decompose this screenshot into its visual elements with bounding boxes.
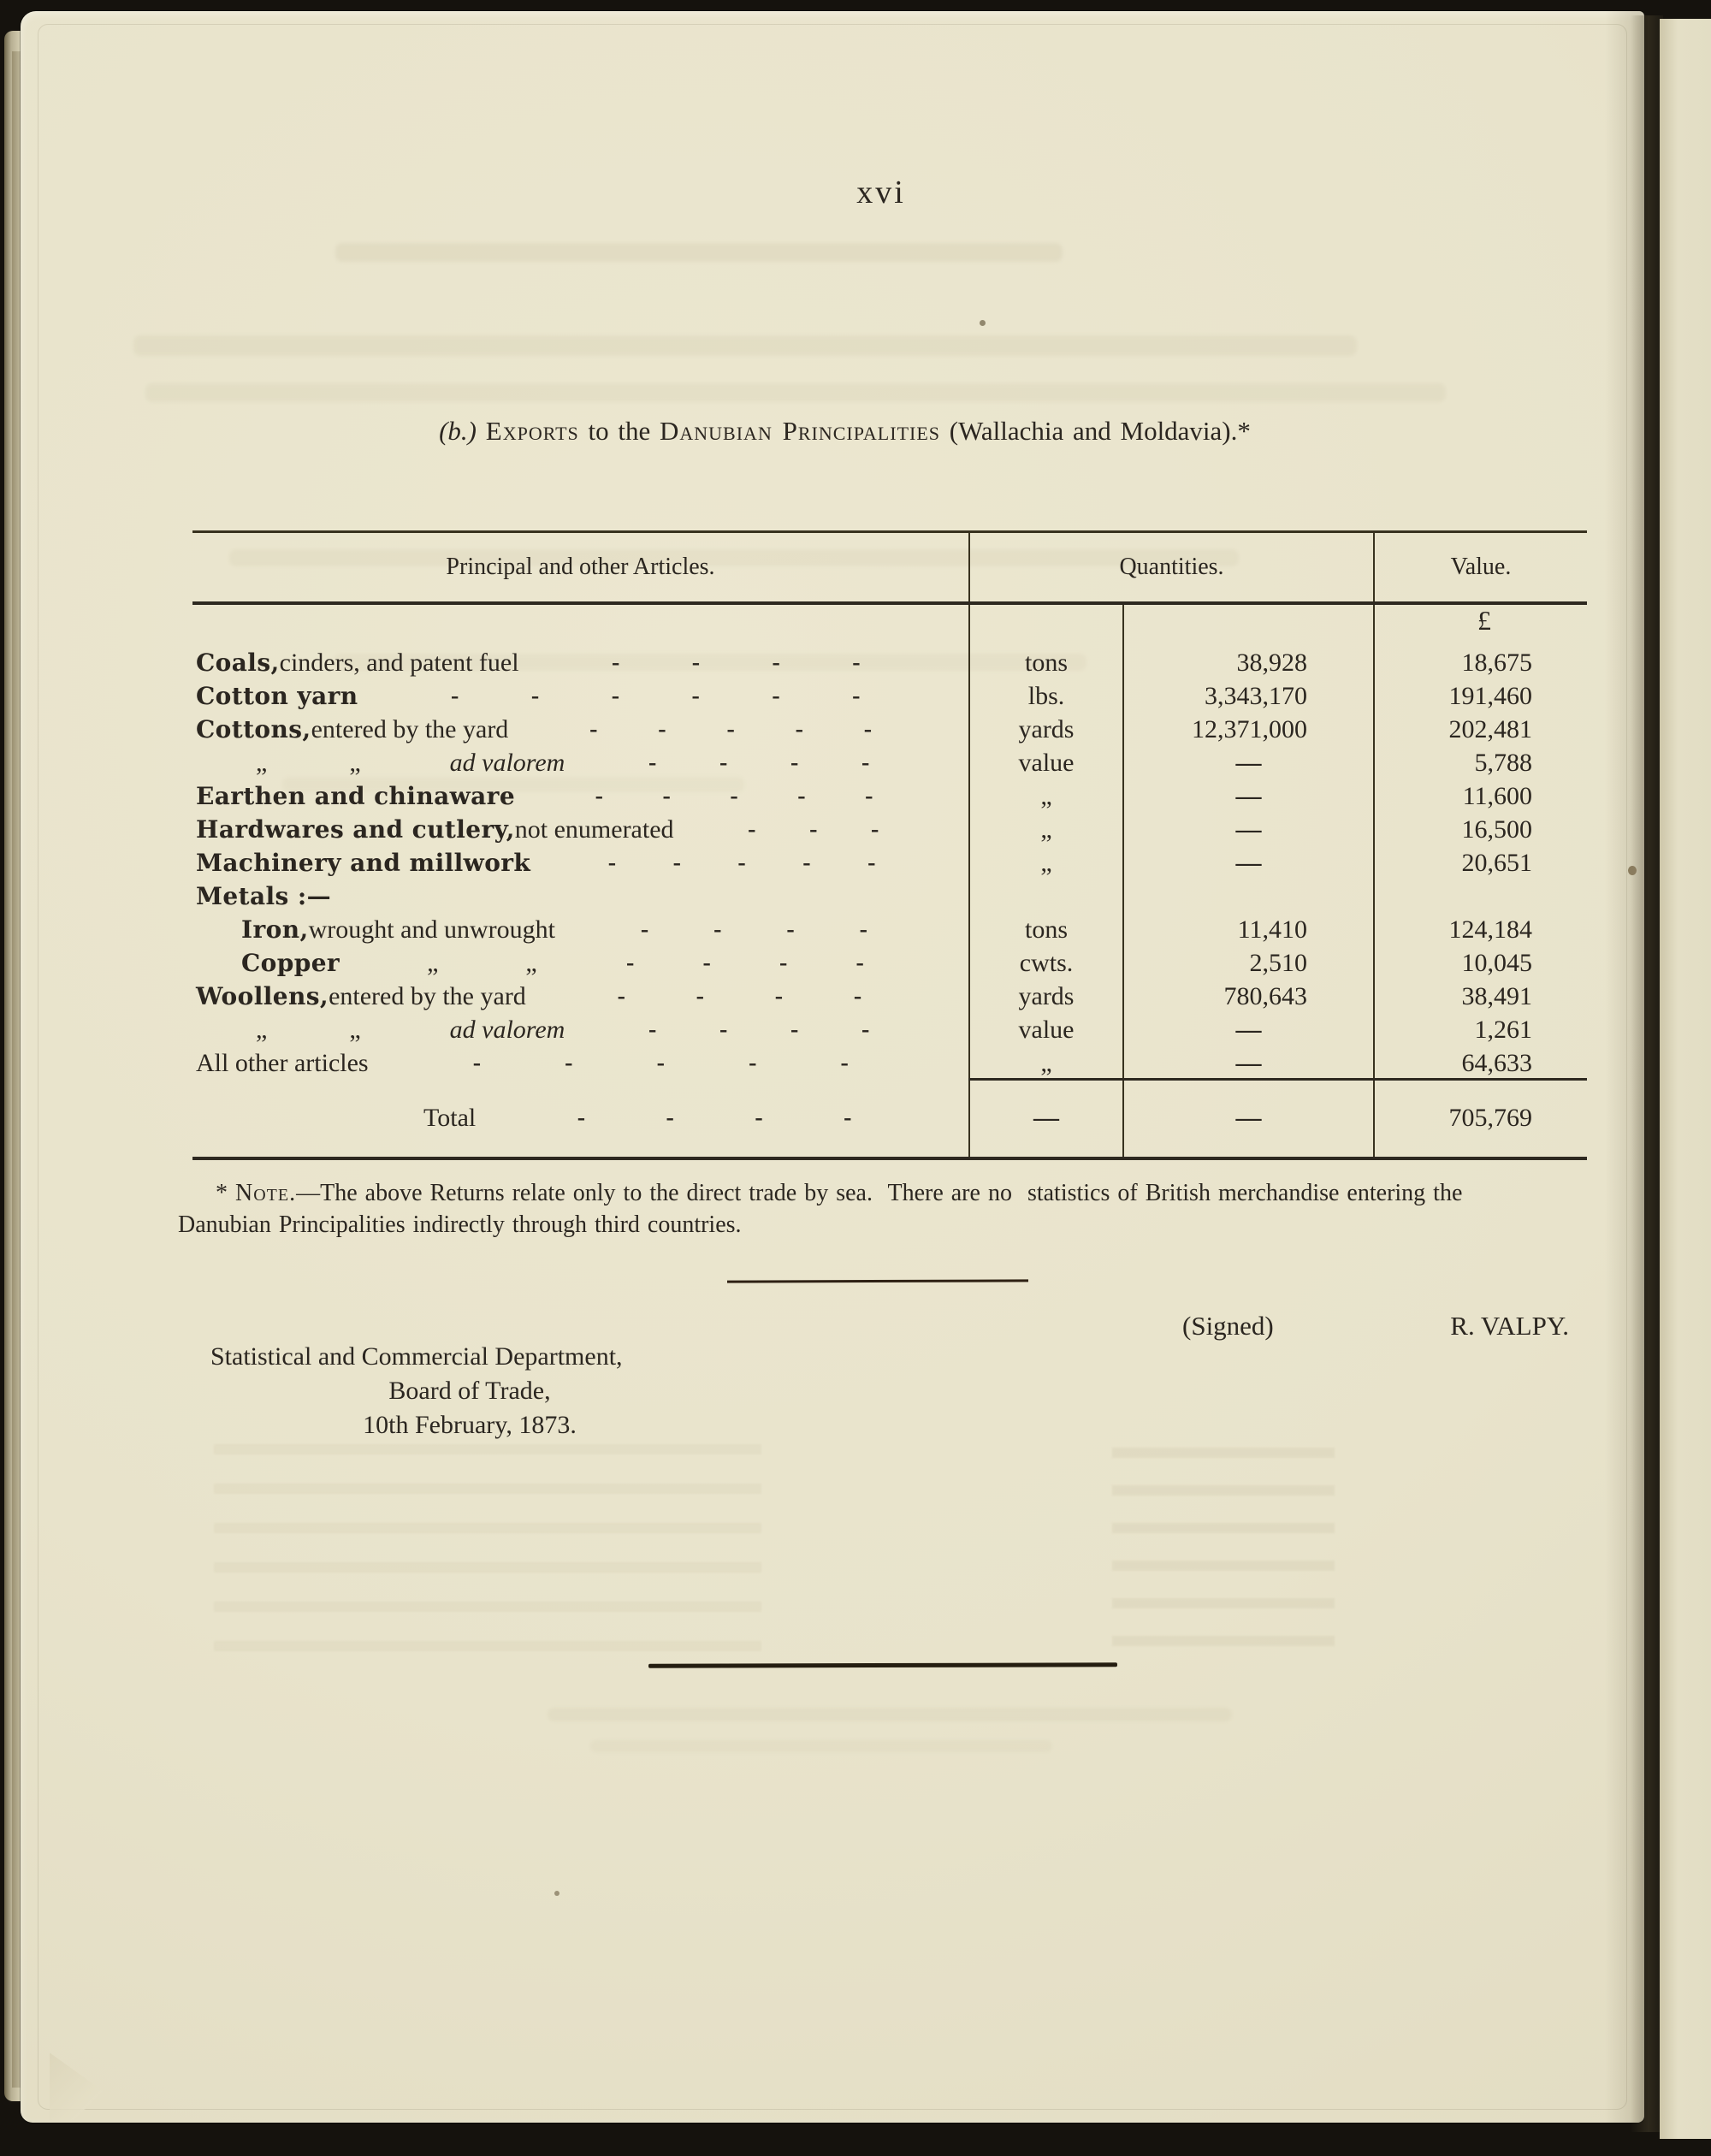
article-text: „: [349, 1015, 361, 1044]
department-block: [210, 1340, 729, 1442]
footnote-rule: [727, 1279, 1028, 1282]
dash-leaders: [496, 1105, 932, 1132]
dash-leaders: [389, 1050, 932, 1077]
leader-dash: -: [790, 749, 799, 776]
leader-dash: -: [595, 782, 603, 809]
leader-dash: -: [589, 715, 598, 743]
article-cell: [192, 779, 968, 813]
table-header-row: [192, 533, 1587, 605]
quantity-cell: 38,928: [1122, 646, 1373, 679]
value-cell: 20,651: [1373, 846, 1587, 880]
signed-label: (Signed): [1182, 1311, 1274, 1341]
leader-dash: -: [749, 1049, 757, 1076]
leader-dash: -: [737, 849, 746, 876]
date-line: 10th February, 1873.: [363, 1411, 577, 1439]
unit-cell: tons: [968, 646, 1122, 679]
leader-dash: -: [472, 1049, 482, 1076]
leader-dash: -: [861, 749, 870, 776]
value-cell: 10,045: [1373, 946, 1587, 980]
leader-dash: -: [611, 649, 620, 676]
value-cell: 64,633: [1373, 1046, 1587, 1080]
dash-leaders: [540, 649, 932, 677]
article-text: All other articles: [196, 1048, 369, 1077]
quantity-cell: —: [1122, 813, 1373, 846]
leader-dash: -: [852, 682, 861, 709]
article-cell: [192, 846, 968, 880]
leader-dash: -: [702, 949, 711, 976]
unit-cell: „: [968, 779, 1122, 813]
article-text: entered by the yard: [311, 714, 509, 743]
article-cell: [192, 980, 968, 1013]
total-unit-cell: —: [968, 1080, 1122, 1157]
total-value-cell: 705,769: [1373, 1080, 1587, 1157]
dash-leaders: [585, 1016, 932, 1044]
total-row: [192, 1080, 1587, 1157]
unit-cell: „: [968, 813, 1122, 846]
table-row: [192, 813, 1587, 846]
article-text: Machinery and millwork: [196, 849, 531, 877]
quantity-cell: —: [1122, 779, 1373, 813]
article-text: Cotton yarn: [196, 682, 358, 710]
quantity-cell: —: [1122, 1046, 1373, 1080]
article-text: „: [525, 948, 537, 977]
leader-dash: -: [755, 1105, 763, 1131]
leader-dash: -: [625, 949, 635, 976]
closing-rule: [648, 1662, 1117, 1667]
leader-dash: -: [786, 915, 795, 943]
dash-leaders: [695, 816, 932, 844]
table-row: [192, 713, 1587, 746]
leader-dash: -: [648, 1016, 657, 1043]
quantity-cell: 11,410: [1122, 913, 1373, 946]
table-row: [192, 746, 1587, 779]
table-row: [192, 779, 1587, 813]
quantity-cell: —: [1122, 746, 1373, 779]
quantity-cell: 780,643: [1122, 980, 1373, 1013]
leader-dash: -: [617, 982, 625, 1010]
dash-leaders: [536, 783, 932, 810]
article-cell: [192, 646, 968, 679]
table-row: [192, 646, 1587, 679]
leader-dash: -: [640, 915, 649, 943]
header-value: Value.: [1373, 533, 1587, 601]
article-text: „: [256, 748, 268, 777]
department-line: Statistical and Commercial Department,: [210, 1342, 623, 1371]
leader-dash: -: [648, 749, 657, 776]
leader-dash: -: [451, 682, 459, 709]
footnote-line2: Danubian Principalities indirectly through third countries.: [178, 1211, 742, 1238]
table-row: [192, 880, 1587, 913]
table-row: [192, 679, 1587, 713]
leader-dash: -: [859, 915, 867, 943]
article-text: Cottons,: [196, 715, 311, 743]
article-cell: [192, 1046, 968, 1080]
value-cell: 5,788: [1373, 746, 1587, 779]
title-mid: to the: [588, 416, 651, 446]
unit-cell: yards: [968, 980, 1122, 1013]
article-text: Coals,: [196, 649, 280, 677]
article-text: Woollens,: [196, 982, 329, 1010]
leader-dash: -: [772, 682, 780, 709]
leader-dash: -: [696, 982, 704, 1010]
currency-symbol: £: [1373, 605, 1587, 646]
leader-dash: -: [748, 815, 756, 843]
article-text: „: [349, 748, 361, 777]
article-cell: [192, 679, 968, 713]
leader-dash: -: [662, 782, 671, 809]
leader-dash: -: [863, 715, 873, 743]
article-cell: [192, 880, 968, 913]
article-text: Hardwares and cutlery,: [196, 815, 515, 844]
table-row: [192, 846, 1587, 880]
leader-dash: -: [852, 649, 861, 676]
header-articles: Principal and other Articles.: [446, 554, 715, 580]
leader-dash: -: [795, 715, 803, 743]
article-cell: [192, 1013, 968, 1046]
dash-leaders: [585, 749, 932, 777]
table-row: [192, 980, 1587, 1013]
footnote-label: Note.: [235, 1180, 297, 1206]
leader-dash: -: [871, 815, 879, 843]
unit-cell: „: [968, 846, 1122, 880]
value-cell: 38,491: [1373, 980, 1587, 1013]
article-text: cinders, and patent fuel: [279, 648, 519, 677]
value-cell: 202,481: [1373, 713, 1587, 746]
quantity-cell: 3,343,170: [1122, 679, 1373, 713]
exports-table: [192, 530, 1587, 1160]
table-row: [192, 1046, 1587, 1080]
article-text: entered by the yard: [329, 981, 526, 1010]
leader-dash: -: [577, 1105, 586, 1131]
value-cell: 16,500: [1373, 813, 1587, 846]
article-text: not enumerated: [514, 814, 674, 844]
leader-dash: -: [867, 849, 876, 876]
unit-cell: value: [968, 1013, 1122, 1046]
quantity-cell: —: [1122, 846, 1373, 880]
leader-dash: -: [719, 749, 728, 776]
leader-dash: -: [656, 1049, 665, 1076]
dash-leaders: [529, 716, 932, 743]
unit-cell: „: [968, 1046, 1122, 1080]
quantity-cell: 12,371,000: [1122, 713, 1373, 746]
total-article-cell: [192, 1104, 968, 1133]
dash-leaders: [558, 950, 932, 977]
article-text: „: [427, 948, 439, 977]
leader-dash: -: [691, 682, 700, 709]
title-item-letter: (b.): [439, 416, 477, 446]
article-cell: [192, 913, 968, 946]
total-label: Total: [423, 1104, 477, 1132]
dash-leaders: [551, 850, 932, 877]
value-cell: [1373, 880, 1587, 913]
leader-dash: -: [530, 682, 540, 709]
value-cell: 11,600: [1373, 779, 1587, 813]
page-number: xvi: [856, 175, 906, 210]
quantity-cell: [1122, 880, 1373, 913]
leader-dash: -: [713, 915, 722, 943]
quantity-cell: —: [1122, 1013, 1373, 1046]
article-text: ad valorem: [449, 748, 565, 777]
leader-dash: -: [774, 982, 784, 1010]
leader-dash: -: [844, 1105, 852, 1131]
leader-dash: -: [719, 1016, 728, 1043]
leader-dash: -: [790, 1016, 799, 1043]
signature-row: [1182, 1311, 1569, 1342]
value-cell: 18,675: [1373, 646, 1587, 679]
leader-dash: -: [861, 1016, 870, 1043]
leader-dash: -: [853, 982, 862, 1010]
leader-dash: -: [809, 815, 818, 843]
leader-dash: -: [840, 1049, 849, 1076]
leader-dash: -: [730, 782, 738, 809]
article-cell: [192, 946, 968, 980]
article-text: Copper: [241, 949, 340, 977]
dash-leaders: [547, 983, 932, 1010]
leader-dash: -: [772, 649, 780, 676]
title-exports: Exports: [485, 416, 579, 446]
article-text: Metals :—: [196, 882, 331, 910]
article-text: „: [256, 1015, 268, 1044]
document-title: [0, 416, 1690, 447]
article-cell: [192, 713, 968, 746]
total-quantity-cell: —: [1122, 1080, 1373, 1157]
article-text: Iron,: [241, 915, 309, 944]
leader-dash: -: [865, 782, 873, 809]
leader-dash: -: [856, 949, 864, 976]
article-text: wrought and unwrought: [308, 915, 555, 944]
value-cell: 191,460: [1373, 679, 1587, 713]
unit-cell: [968, 880, 1122, 913]
table-row: [192, 946, 1587, 980]
unit-cell: value: [968, 746, 1122, 779]
article-text: Earthen and chinaware: [196, 782, 516, 810]
leader-dash: -: [797, 782, 806, 809]
unit-cell: cwts.: [968, 946, 1122, 980]
leader-dash: -: [666, 1105, 674, 1131]
table-row: [192, 913, 1587, 946]
leader-dash: -: [607, 849, 617, 876]
article-cell: [192, 746, 968, 779]
article-text: ad valorem: [449, 1015, 565, 1044]
leader-dash: -: [691, 649, 701, 676]
unit-cell: yards: [968, 713, 1122, 746]
footnote: [178, 1177, 1600, 1241]
organization-line: Board of Trade,: [388, 1377, 551, 1405]
unit-cell: tons: [968, 913, 1122, 946]
title-destination: Danubian Principalities: [660, 416, 941, 446]
table-body: [192, 646, 1587, 1080]
currency-row: [192, 605, 1587, 646]
leader-dash: -: [565, 1049, 573, 1076]
value-cell: 124,184: [1373, 913, 1587, 946]
leader-dash: -: [802, 849, 811, 876]
unit-cell: lbs.: [968, 679, 1122, 713]
value-cell: 1,261: [1373, 1013, 1587, 1046]
header-quantities: Quantities.: [968, 533, 1373, 601]
dash-leaders: [576, 916, 932, 944]
article-cell: [192, 813, 968, 846]
leader-dash: -: [611, 682, 620, 709]
table-row: [192, 1013, 1587, 1046]
footnote-line1: * Note.—The above Returns relate only to the direct trade by sea. There are no statistics of British merchandise entering the: [216, 1180, 1463, 1206]
leader-dash: -: [779, 949, 788, 976]
leader-dash: -: [658, 715, 666, 743]
total-divider-rule: [968, 1078, 1587, 1081]
quantity-cell: 2,510: [1122, 946, 1373, 980]
leader-dash: -: [672, 849, 681, 876]
leader-dash: -: [726, 715, 735, 743]
dash-leaders: [379, 683, 932, 710]
title-suffix: (Wallachia and Moldavia).*: [949, 416, 1251, 446]
signed-name: R. VALPY.: [1450, 1311, 1569, 1341]
